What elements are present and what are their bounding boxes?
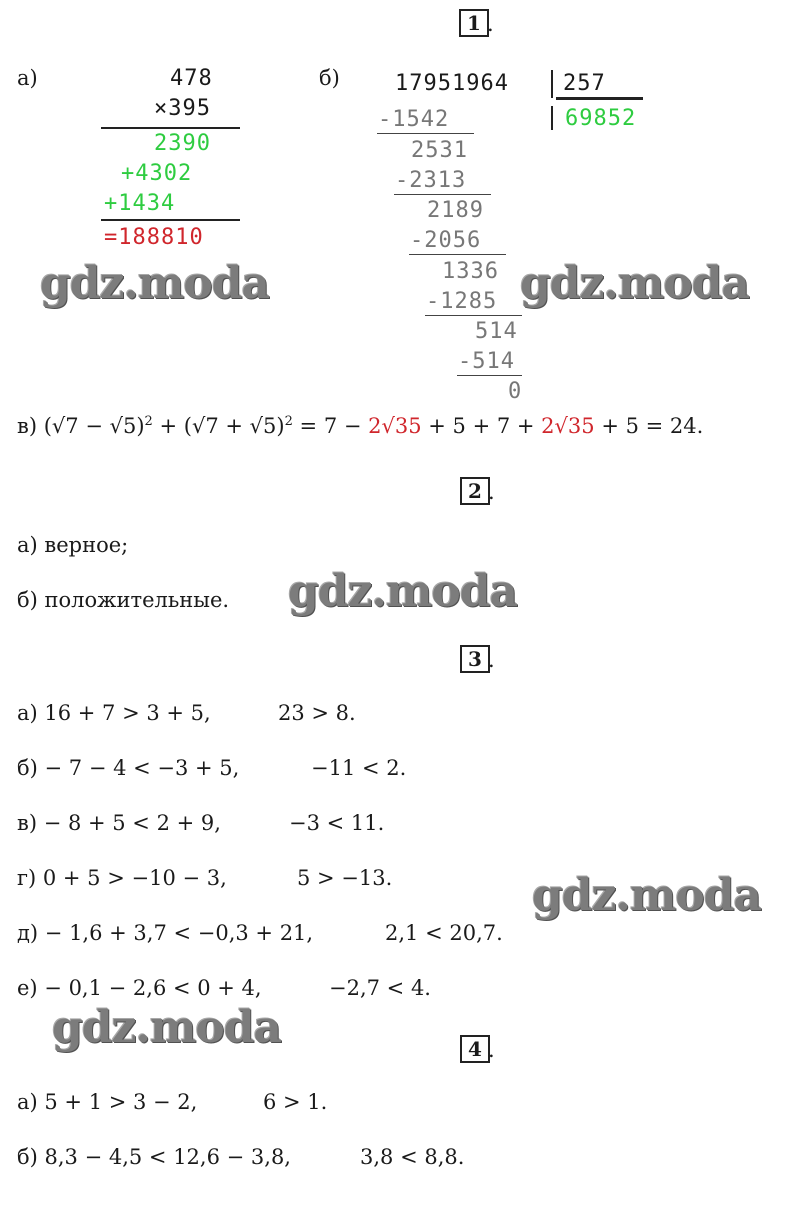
div-bar-1 (551, 70, 553, 98)
p3-row-right: −3 < 11. (289, 811, 385, 835)
div-divisor: 257 (563, 71, 606, 96)
section-4-number (460, 1035, 490, 1063)
p2-b: б) положительные. (17, 588, 230, 612)
mult-line-2 (101, 219, 240, 221)
div-quotient: 69852 (565, 106, 637, 131)
p4-row-left: б) 8,3 − 4,5 < 12,6 − 3,8, (17, 1145, 291, 1169)
p4-row-right: 6 > 1. (263, 1090, 328, 1114)
div-step: -514 (458, 349, 515, 374)
section-dot: . (487, 12, 494, 36)
div-step-line (377, 133, 474, 134)
div-step-line (409, 254, 506, 255)
mult-line-1 (101, 127, 240, 129)
expr-red-1: 2√35 (368, 414, 422, 438)
section-3-number (460, 645, 490, 673)
mult-partial-2: +4302 (121, 161, 193, 186)
expr-part2: (√7 + √5) (183, 414, 285, 438)
div-step: -1542 (378, 107, 450, 132)
p3-row-right: 23 > 8. (278, 701, 356, 725)
expr-exp2: 2 (284, 414, 293, 429)
watermark: gdz.moda (288, 566, 518, 617)
expr-eq: = 7 − (292, 414, 369, 438)
watermark: gdz.moda (532, 870, 762, 921)
p3-row-left: г) 0 + 5 > −10 − 3, (17, 866, 227, 890)
label-v: в) (17, 414, 38, 438)
watermark: gdz.moda (520, 258, 750, 309)
section-dot: . (488, 648, 495, 672)
mult-n2: ×395 (154, 96, 211, 121)
div-divisor-line (556, 97, 643, 100)
p3-row-left: д) − 1,6 + 3,7 < −0,3 + 21, (17, 921, 314, 945)
div-step-line (425, 315, 522, 316)
section-dot: . (488, 480, 495, 504)
div-step: -2313 (395, 168, 467, 193)
p3-row-right: −2,7 < 4. (329, 976, 431, 1000)
p2-a: а) верное; (17, 533, 129, 557)
div-step: 2531 (411, 138, 468, 163)
section-number-text: 1 (467, 11, 481, 35)
section-number-text: 2 (468, 479, 482, 503)
mult-result: =188810 (104, 225, 204, 250)
expr-end: + 5 = 24. (594, 414, 704, 438)
section-number-text: 3 (468, 647, 482, 671)
watermark: gdz.moda (40, 258, 270, 309)
section-dot: . (488, 1038, 495, 1062)
section-1-number (459, 9, 489, 37)
expr-mid: + 5 + 7 + (421, 414, 542, 438)
div-dividend: 17951964 (395, 71, 509, 96)
div-step-line (457, 375, 522, 376)
div-bar-2 (551, 106, 553, 130)
p3-row-left: в) − 8 + 5 < 2 + 9, (17, 811, 221, 835)
div-step: 2189 (427, 198, 484, 223)
mult-partial-3: +1434 (104, 191, 176, 216)
watermark: gdz.moda (52, 1002, 282, 1053)
label-a: а) (17, 66, 38, 90)
expr-part1: (√7 − √5) (43, 414, 145, 438)
p4-row-right: 3,8 < 8,8. (360, 1145, 465, 1169)
p3-row-right: −11 < 2. (311, 756, 407, 780)
div-step: 1336 (442, 259, 499, 284)
p3-row-left: е) − 0,1 − 2,6 < 0 + 4, (17, 976, 262, 1000)
expression-v (17, 414, 703, 438)
section-number-text: 4 (468, 1037, 482, 1061)
p3-row-right: 5 > −13. (297, 866, 393, 890)
expr-red-2: 2√35 (541, 414, 595, 438)
div-step: 514 (475, 319, 518, 344)
p3-row-left: б) − 7 − 4 < −3 + 5, (17, 756, 240, 780)
p4-row-left: а) 5 + 1 > 3 − 2, (17, 1090, 198, 1114)
div-step: -1285 (426, 289, 498, 314)
p3-row-left: а) 16 + 7 > 3 + 5, (17, 701, 211, 725)
section-2-number (460, 477, 490, 505)
label-b: б) (319, 66, 340, 90)
div-step: -2056 (410, 228, 482, 253)
div-step-line (394, 194, 491, 195)
expr-exp1: 2 (144, 414, 153, 429)
p3-row-right: 2,1 < 20,7. (385, 921, 503, 945)
mult-n1: 478 (170, 66, 213, 91)
expr-plus: + (152, 414, 184, 438)
div-step: 0 (508, 379, 523, 404)
mult-partial-1: 2390 (154, 131, 211, 156)
